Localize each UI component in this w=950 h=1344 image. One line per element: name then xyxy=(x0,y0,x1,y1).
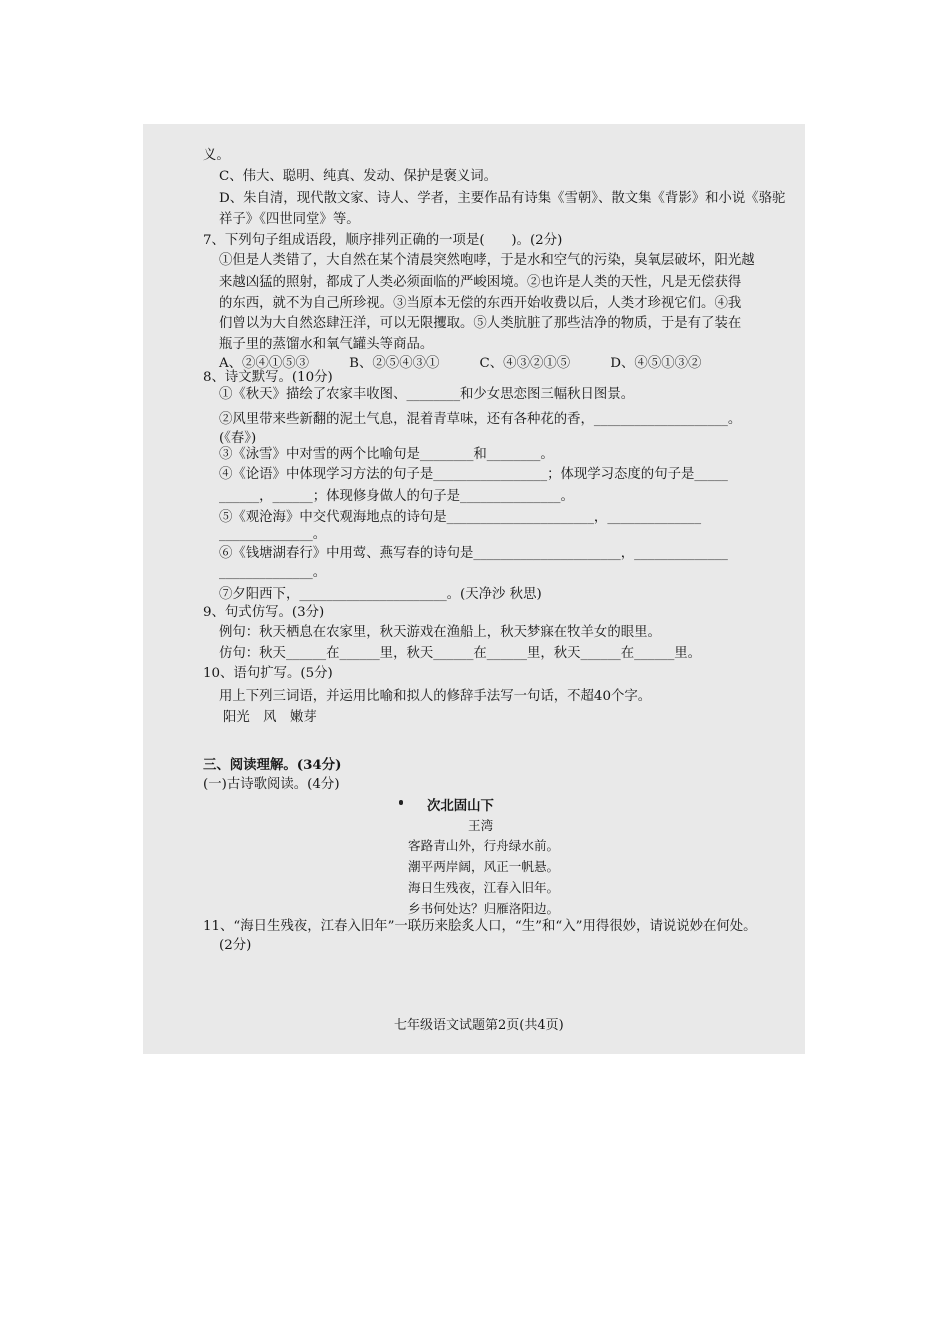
option-d: D、朱自清，现代散文家、诗人、学者，主要作品有诗集《雪朝》、散文集《背影》和小说《骆驼 xyxy=(219,191,786,206)
page-footer: 七年级语文试题第2页(共4页) xyxy=(394,1018,564,1033)
poem-title: 次北固山下 xyxy=(427,798,494,814)
question-8: 8、诗文默写。(10分) xyxy=(203,370,333,385)
question-10: 10、语句扩写。(5分) xyxy=(203,666,333,681)
subsection-heading: (一)古诗歌阅读。(4分) xyxy=(203,777,340,792)
q8-item-6: ⑥《钱塘湖春行》中用莺、燕写春的诗句是______________________，______________ xyxy=(219,546,728,561)
q10-text: 用上下列三词语，并运用比喻和拟人的修辞手法写一句话，不超40个字。 xyxy=(219,689,652,704)
q7-text: ①但是人类错了，大自然在某个清晨突然咆哮，于是水和空气的污染，臭氧层破坏，阳光越 xyxy=(219,253,755,268)
poem-line: 乡书何处达？归雁洛阳边。 xyxy=(408,901,560,916)
q7-options: A、②④①⑤③ B、②⑤④③① C、④③②①⑤ D、④⑤①③② xyxy=(219,356,702,371)
q8-item-5: ⑤《观沧海》中交代观海地点的诗句是______________________，______________ xyxy=(219,510,702,525)
scanned-exam-page xyxy=(143,124,805,1054)
q7-text: 的东西，就不为自己所珍视。③当原本无偿的东西开始收费以后，人类才珍视它们。④我 xyxy=(219,296,742,311)
q8-item-2-source: (《春》) xyxy=(219,431,257,446)
option-d-cont: 祥子》《四世同堂》等。 xyxy=(219,212,360,227)
question-11: 11、“海日生残夜，江春入旧年”一联历来脍炙人口，“生”和“入”用得很妙，请说说妙在何处。 xyxy=(203,919,757,934)
poem-line: 客路青山外，行舟绿水前。 xyxy=(408,838,560,853)
q7-text: 来越凶猛的照射，都成了人类必须面临的严峻困境。②也许是人类的天性，凡是无偿获得 xyxy=(219,275,742,290)
poem-author: 王湾 xyxy=(468,818,494,833)
option-c: C、伟大、聪明、纯真、发动、保护是褒义词。 xyxy=(219,169,498,184)
q8-item-4-cont: ______，______；体现修身做人的句子是_______________。 xyxy=(219,489,574,504)
speck xyxy=(399,800,403,805)
section-3-heading: 三、阅读理解。(34分) xyxy=(203,757,342,773)
q8-item-7: ⑦夕阳西下，______________________。(天净沙 秋思) xyxy=(219,587,542,602)
q7-text: 们曾以为大自然恣肆汪洋，可以无限攫取。⑤人类肮脏了那些洁净的物质，于是有了装在 xyxy=(219,316,742,331)
poem-line: 潮平两岸阔，风正一帆悬。 xyxy=(408,859,560,874)
q9-imitation: 仿句：秋天______在______里，秋天______在______里，秋天______在______里。 xyxy=(219,646,702,661)
poem-line: 海日生残夜，江春入旧年。 xyxy=(408,880,560,895)
q8-item-4: ④《论语》中体现学习方法的句子是_________________；体现学习态度的句子是_____ xyxy=(219,467,728,482)
text-line: 义。 xyxy=(203,148,230,163)
q7-text: 瓶子里的蒸馏水和氧气罐头等商品。 xyxy=(219,337,434,352)
q8-item-6-cont: ______________。 xyxy=(219,565,327,580)
q8-item-5-cont: ______________。 xyxy=(219,527,327,542)
q8-item-3: ③《泳雪》中对雪的两个比喻句是________和________。 xyxy=(219,447,554,462)
question-7: 7、下列句子组成语段，顺序排列正确的一项是( )。(2分) xyxy=(203,233,563,248)
question-9: 9、句式仿写。(3分) xyxy=(203,605,325,620)
q9-example: 例句：秋天栖息在农家里，秋天游戏在渔船上，秋天梦寐在牧羊女的眼里。 xyxy=(219,625,661,640)
q8-item-1: ①《秋天》描绘了农家丰收图、________和少女思恋图三幅秋日图景。 xyxy=(219,387,635,402)
q8-item-2: ②风里带来些新翻的泥土气息，混着青草味，还有各种花的香，____________________。 xyxy=(219,412,742,427)
question-11-points: (2分) xyxy=(219,938,252,953)
q10-words: 阳光 风 嫩芽 xyxy=(223,710,317,725)
